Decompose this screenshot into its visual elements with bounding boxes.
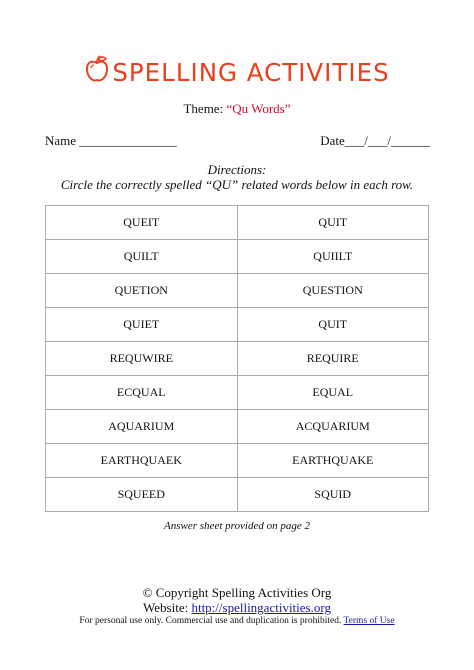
directions-text: Circle the correctly spelled “QU” related words below in each row.: [60, 177, 414, 192]
word-option[interactable]: EARTHQUAKE: [237, 444, 429, 478]
word-option[interactable]: QUIT: [237, 308, 429, 342]
usage-text: For personal use only. Commercial use and duplication is prohibited.: [79, 616, 344, 626]
website-label: Website:: [143, 600, 192, 615]
header: [0, 52, 474, 92]
word-option[interactable]: SQUEED: [46, 478, 238, 512]
word-option[interactable]: EQUAL: [237, 376, 429, 410]
table-row: [46, 308, 429, 342]
name-field[interactable]: Name _______________: [45, 133, 177, 148]
word-option[interactable]: AQUARIUM: [46, 410, 238, 444]
table-row: [46, 240, 429, 274]
word-option[interactable]: QUEIT: [46, 206, 238, 240]
word-option[interactable]: QUETION: [46, 274, 238, 308]
copyright-text: © Copyright Spelling Activities Org: [142, 585, 332, 600]
apple-icon: [84, 54, 110, 84]
word-option[interactable]: ACQUARIUM: [237, 410, 429, 444]
website-line: [0, 600, 474, 615]
word-option[interactable]: QUIET: [46, 308, 238, 342]
table-row: [46, 376, 429, 410]
table-row: [46, 410, 429, 444]
directions: [0, 162, 474, 192]
directions-heading: Directions:: [207, 162, 267, 177]
word-option[interactable]: QUIT: [237, 206, 429, 240]
table-row: [46, 206, 429, 240]
date-field[interactable]: Date___/___/______: [320, 133, 430, 148]
word-option[interactable]: REQUIRE: [237, 342, 429, 376]
word-option[interactable]: QUIILT: [237, 240, 429, 274]
word-option[interactable]: REQUWIRE: [46, 342, 238, 376]
word-option[interactable]: EARTHQUAEK: [46, 444, 238, 478]
theme-label: Theme:: [183, 101, 224, 116]
footer: [0, 585, 474, 628]
word-option[interactable]: ECQUAL: [46, 376, 238, 410]
table-row: [46, 478, 429, 512]
word-option[interactable]: SQUID: [237, 478, 429, 512]
theme-line: [0, 101, 474, 117]
brand-title: SPELLING ACTIVITIES: [112, 57, 390, 87]
word-option[interactable]: QUESTION: [237, 274, 429, 308]
word-option[interactable]: QUILT: [46, 240, 238, 274]
theme-value: “Qu Words”: [226, 101, 291, 116]
terms-of-use-link[interactable]: Terms of Use: [343, 616, 395, 626]
table-row: [46, 342, 429, 376]
answer-note: Answer sheet provided on page 2: [164, 520, 310, 532]
usage-line: [0, 615, 474, 628]
website-link[interactable]: http://spellingactivities.org: [191, 600, 331, 615]
table-row: [46, 444, 429, 478]
table-row: [46, 274, 429, 308]
word-table: [45, 205, 429, 512]
